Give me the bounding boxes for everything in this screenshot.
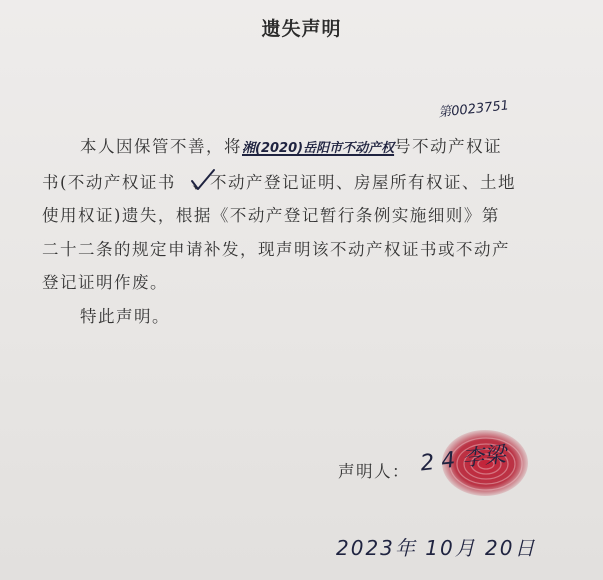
checkmark-icon <box>190 168 216 192</box>
handwritten-signature: 2 4 李梁 <box>419 442 508 477</box>
statement-text-after-cert: 号不动产权证 <box>394 137 503 156</box>
statement-line-2 <box>42 166 582 200</box>
handwritten-date: 2023年 10月 20日 <box>336 536 537 560</box>
page-title: 遗失声明 <box>261 18 342 40</box>
statement-line-3: 使用权证)遗失，根据《不动产登记暂行条例实施细则》第 <box>42 206 500 225</box>
statement-text-line2-b: 、不动产登记证明、房屋所有权证、土地 <box>191 172 516 192</box>
handwritten-cert-field: 湘(2020)岳阳市不动产权 <box>242 141 395 156</box>
statement-line-4: 二十二条的规定申请补发，现声明该不动产权证书或不动产 <box>42 239 510 259</box>
statement-body <box>42 130 582 333</box>
declarant-label: 声明人： <box>338 462 410 481</box>
statement-text-before-cert: 本人因保管不善，将 <box>80 137 242 156</box>
closing-line: 特此声明。 <box>80 306 170 326</box>
statement-line-1 <box>42 130 582 166</box>
handwritten-cert-number: 第0023751 <box>437 98 510 121</box>
statement-line-5: 登记证明作废。 <box>42 273 168 292</box>
statement-text-line2-a: 书(不动产权证书 <box>42 172 176 192</box>
